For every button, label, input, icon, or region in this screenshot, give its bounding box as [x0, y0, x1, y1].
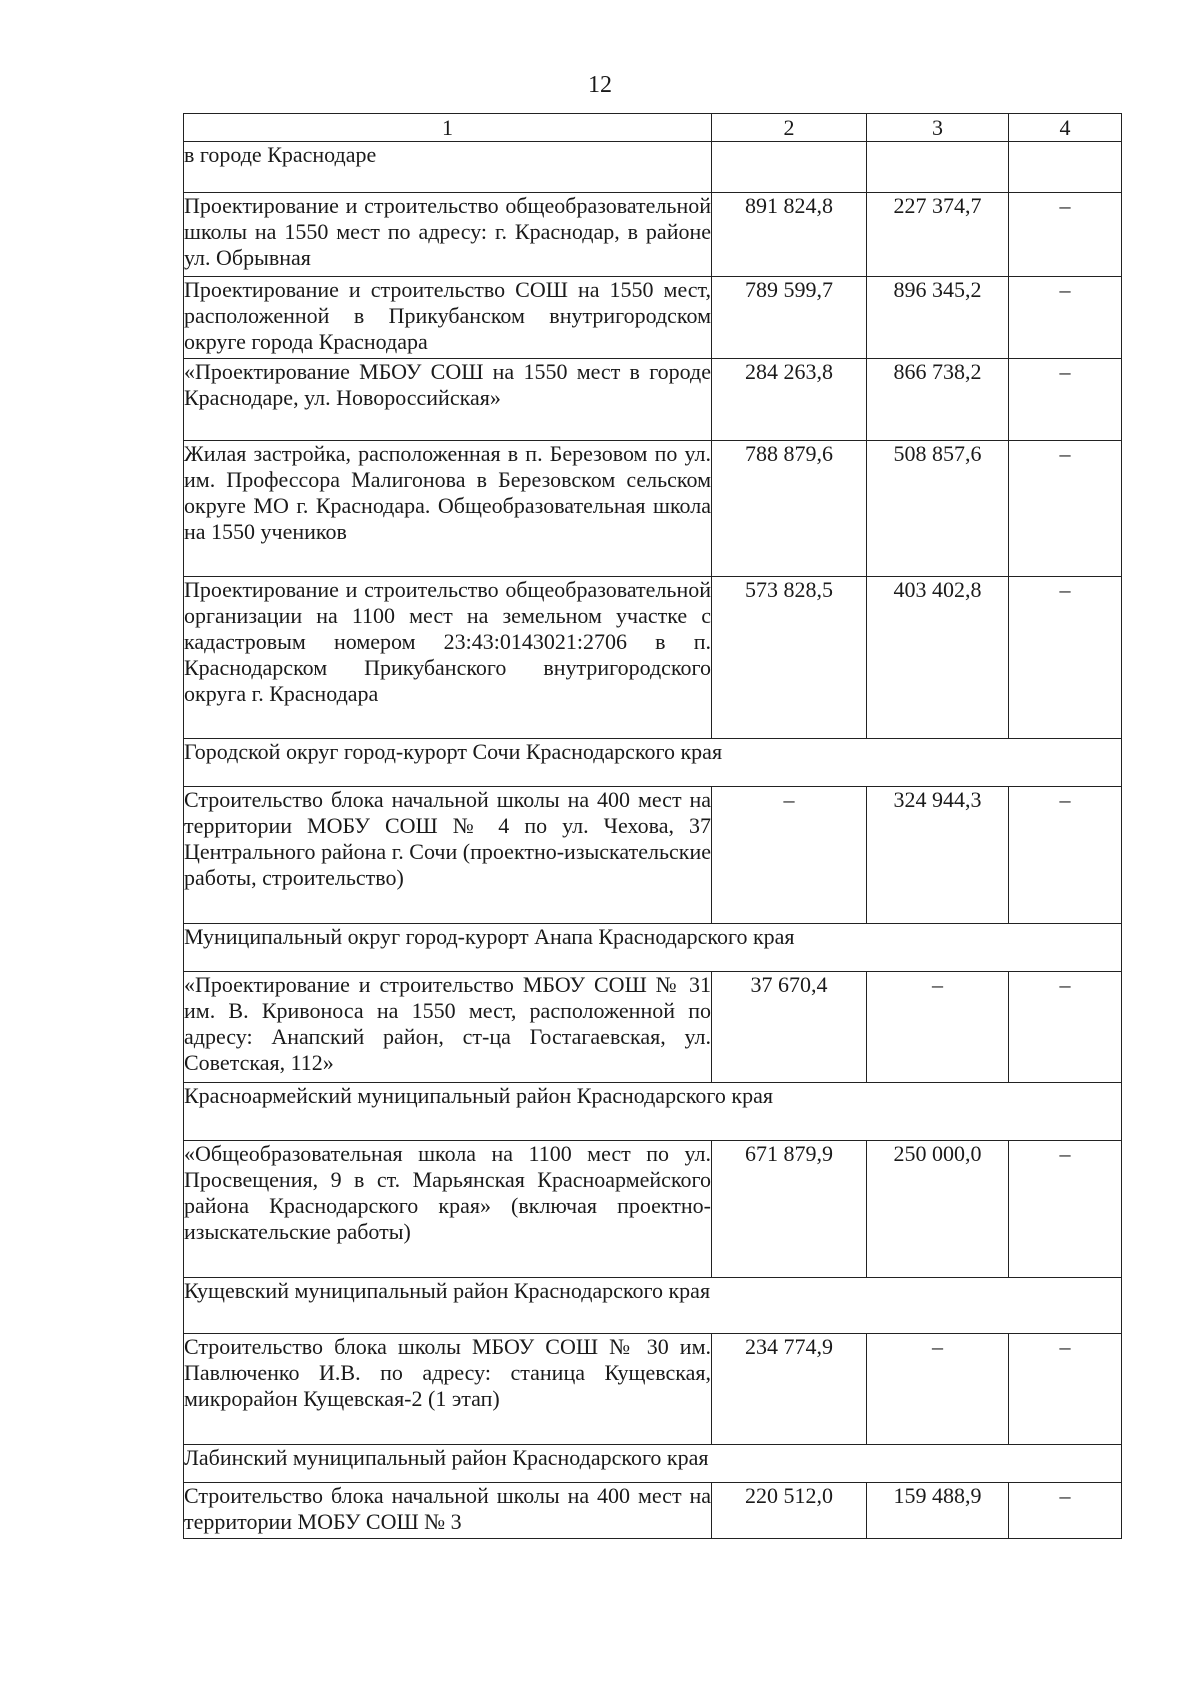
table-row — [184, 142, 1122, 193]
projects-table — [183, 113, 1122, 1539]
row-value-col4: – — [1009, 787, 1122, 924]
row-value-col4: – — [1009, 1141, 1122, 1278]
row-value-col2: 789 599,7 — [712, 277, 867, 359]
row-description: Строительство блока школы МБОУ СОШ № 30 им. Павлюченко И.В. по адресу: станица Кущевская, микрорайон Кущевская-2 (1 этап) — [184, 1334, 712, 1445]
section-title: Кущевский муниципальный район Краснодарского края — [184, 1278, 1122, 1334]
row-value-col3: 866 738,2 — [867, 359, 1009, 441]
row-description: Проектирование и строительство общеобразовательной школы на 1550 мест по адресу: г. Краснодар, в районе ул. Обрывная — [184, 193, 712, 277]
row-value-col2 — [712, 142, 867, 193]
section-title: Муниципальный округ город-курорт Анапа Краснодарского края — [184, 924, 1122, 972]
table-row — [184, 193, 1122, 277]
table-row — [184, 359, 1122, 441]
header-col-2: 2 — [712, 114, 867, 142]
section-title: Городской округ город-курорт Сочи Краснодарского края — [184, 739, 1122, 787]
row-value-col3: – — [867, 972, 1009, 1083]
row-value-col3: – — [867, 1334, 1009, 1445]
header-col-3: 3 — [867, 114, 1009, 142]
row-value-col2: 788 879,6 — [712, 441, 867, 577]
table-section-row — [184, 1278, 1122, 1334]
table-row — [184, 577, 1122, 739]
table-row — [184, 441, 1122, 577]
table-row — [184, 1141, 1122, 1278]
row-description: Строительство блока начальной школы на 400 мест на территории МОБУ СОШ № 3 — [184, 1483, 712, 1539]
table-row — [184, 1334, 1122, 1445]
table-row — [184, 1483, 1122, 1539]
row-description: Строительство блока начальной школы на 400 мест на территории МОБУ СОШ № 4 по ул. Чехова, 37 Центрального района г. Сочи (проектно-изыскательские работы, строительство) — [184, 787, 712, 924]
table-section-row — [184, 739, 1122, 787]
table-section-row — [184, 1445, 1122, 1483]
row-value-col4: – — [1009, 441, 1122, 577]
page-number: 12 — [588, 72, 612, 98]
row-value-col4: – — [1009, 359, 1122, 441]
row-value-col3: 227 374,7 — [867, 193, 1009, 277]
row-value-col4: – — [1009, 193, 1122, 277]
table-section-row — [184, 1083, 1122, 1141]
row-value-col3 — [867, 142, 1009, 193]
row-value-col2: 284 263,8 — [712, 359, 867, 441]
row-description: Жилая застройка, расположенная в п. Березовом по ул. им. Профессора Малигонова в Березовском сельском округе МО г. Краснодара. Общеобразовательная школа на 1550 учеников — [184, 441, 712, 577]
row-value-col3: 159 488,9 — [867, 1483, 1009, 1539]
row-description: «Проектирование МБОУ СОШ на 1550 мест в городе Краснодаре, ул. Новороссийская» — [184, 359, 712, 441]
table-header-row — [184, 114, 1122, 142]
header-col-1: 1 — [184, 114, 712, 142]
row-value-col4: – — [1009, 577, 1122, 739]
row-value-col2: 37 670,4 — [712, 972, 867, 1083]
section-title: Лабинский муниципальный район Краснодарского края — [184, 1445, 1122, 1483]
row-description: «Проектирование и строительство МБОУ СОШ № 31 им. В. Кривоноса на 1550 мест, расположенной по адресу: Анапский район, ст-ца Гостагаевская, ул. Советская, 112» — [184, 972, 712, 1083]
row-value-col3: 896 345,2 — [867, 277, 1009, 359]
row-value-col4: – — [1009, 972, 1122, 1083]
section-title: Красноармейский муниципальный район Краснодарского края — [184, 1083, 1122, 1141]
row-value-col3: 508 857,6 — [867, 441, 1009, 577]
row-value-col3: 250 000,0 — [867, 1141, 1009, 1278]
row-value-col2: 234 774,9 — [712, 1334, 867, 1445]
row-value-col4 — [1009, 142, 1122, 193]
row-value-col2: – — [712, 787, 867, 924]
row-value-col4: – — [1009, 1334, 1122, 1445]
row-value-col4: – — [1009, 1483, 1122, 1539]
row-description: Проектирование и строительство СОШ на 1550 мест, расположенной в Прикубанском внутригородском округе города Краснодара — [184, 277, 712, 359]
table-row — [184, 277, 1122, 359]
row-value-col2: 220 512,0 — [712, 1483, 867, 1539]
row-value-col2: 891 824,8 — [712, 193, 867, 277]
row-description: «Общеобразовательная школа на 1100 мест по ул. Просвещения, 9 в ст. Марьянская Красноармейского района Краснодарского края» (включая проектно-изыскательские работы) — [184, 1141, 712, 1278]
header-col-4: 4 — [1009, 114, 1122, 142]
row-value-col3: 324 944,3 — [867, 787, 1009, 924]
row-description: в городе Краснодаре — [184, 142, 712, 193]
table-section-row — [184, 924, 1122, 972]
row-description: Проектирование и строительство общеобразовательной организации на 1100 мест на земельном участке с кадастровым номером 23:43:0143021:2706 в п. Краснодарском Прикубанского внутригородского округа г. Краснодара — [184, 577, 712, 739]
row-value-col2: 671 879,9 — [712, 1141, 867, 1278]
table-row — [184, 972, 1122, 1083]
row-value-col2: 573 828,5 — [712, 577, 867, 739]
table-row — [184, 787, 1122, 924]
row-value-col4: – — [1009, 277, 1122, 359]
row-value-col3: 403 402,8 — [867, 577, 1009, 739]
